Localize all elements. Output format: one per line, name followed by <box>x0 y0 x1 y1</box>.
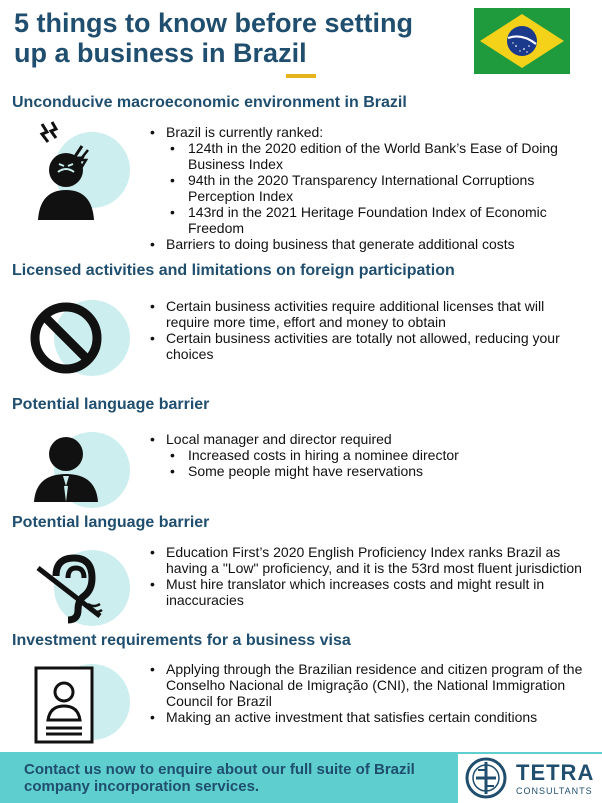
list-item: • Increased costs in hiring a nominee director <box>170 447 590 463</box>
section-icon-wrap-1 <box>30 120 130 220</box>
bullet-text: Local manager and director required <box>166 431 392 447</box>
bullet-text: Brazil is currently ranked: <box>166 124 324 140</box>
list-item: • Applying through the Brazilian residence and citizen program of the Conselho Nacional de Imigração (CNI), the National Immigration Council for Brazil <box>150 661 590 709</box>
page-title: 5 things to know before setting up a business in Brazil <box>14 8 414 68</box>
bullet-list-1 <box>150 124 590 252</box>
bullet-list-4 <box>150 544 590 608</box>
list-item <box>150 124 590 236</box>
section-title-language-barrier-1: Potential language barrier <box>12 396 210 413</box>
stressed-person-icon <box>30 120 130 220</box>
list-item: • Education First’s 2020 English Proficiency Index ranks Brazil as having a "Low" proficiency, and it is the 53rd most fluent jurisdiction <box>150 544 590 576</box>
list-item: • 94th in the 2020 Transparency International Corruptions Perception Index <box>170 172 590 204</box>
bullet-list-3 <box>150 431 590 479</box>
list-item: • Making an active investment that satisfies certain conditions <box>150 709 590 725</box>
title-underline <box>286 74 316 78</box>
list-item: • Some people might have reservations <box>170 463 590 479</box>
section-icon-wrap-5 <box>30 656 130 756</box>
section-title-macroeconomic: Unconducive macroeconomic environment in Brazil <box>12 94 407 111</box>
id-card-icon <box>30 656 130 756</box>
section-title-licensed-activities: Licensed activities and limitations on foreign participation <box>12 262 455 279</box>
brazil-flag-icon <box>474 8 570 74</box>
prohibited-icon <box>30 288 130 388</box>
section-title-investment-requirements: Investment requirements for a business visa <box>12 632 351 649</box>
section-icon-wrap-3 <box>30 420 130 520</box>
list-item: • 143rd in the 2021 Heritage Foundation Index of Economic Freedom <box>170 204 590 236</box>
list-item: • Certain business activities require additional licenses that will require more time, effort and money to obtain <box>150 298 590 330</box>
tetra-emblem-icon <box>464 756 508 800</box>
manager-icon <box>30 420 130 520</box>
logo-name: TETRA <box>516 760 595 785</box>
bullet-list-5 <box>150 661 590 725</box>
tetra-logo <box>458 754 602 803</box>
list-item: • Must hire translator which increases costs and might result in inaccuracies <box>150 576 590 608</box>
section-icon-wrap-4 <box>30 538 130 638</box>
list-item: • Certain business activities are totally not allowed, reducing your choices <box>150 330 590 362</box>
section-title-language-barrier-2: Potential language barrier <box>12 514 210 531</box>
list-item <box>150 431 590 479</box>
logo-tagline: CONSULTANTS <box>516 786 593 796</box>
no-listening-icon <box>30 538 130 638</box>
contact-cta: Contact us now to enquire about our full suite of Brazil company incorporation services. <box>24 761 415 795</box>
section-icon-wrap-2 <box>30 288 130 388</box>
bullet-list-2 <box>150 298 590 362</box>
list-item: • 124th in the 2020 edition of the World Bank’s Ease of Doing Business Index <box>170 140 590 172</box>
list-item: • Barriers to doing business that generate additional costs <box>150 236 590 252</box>
